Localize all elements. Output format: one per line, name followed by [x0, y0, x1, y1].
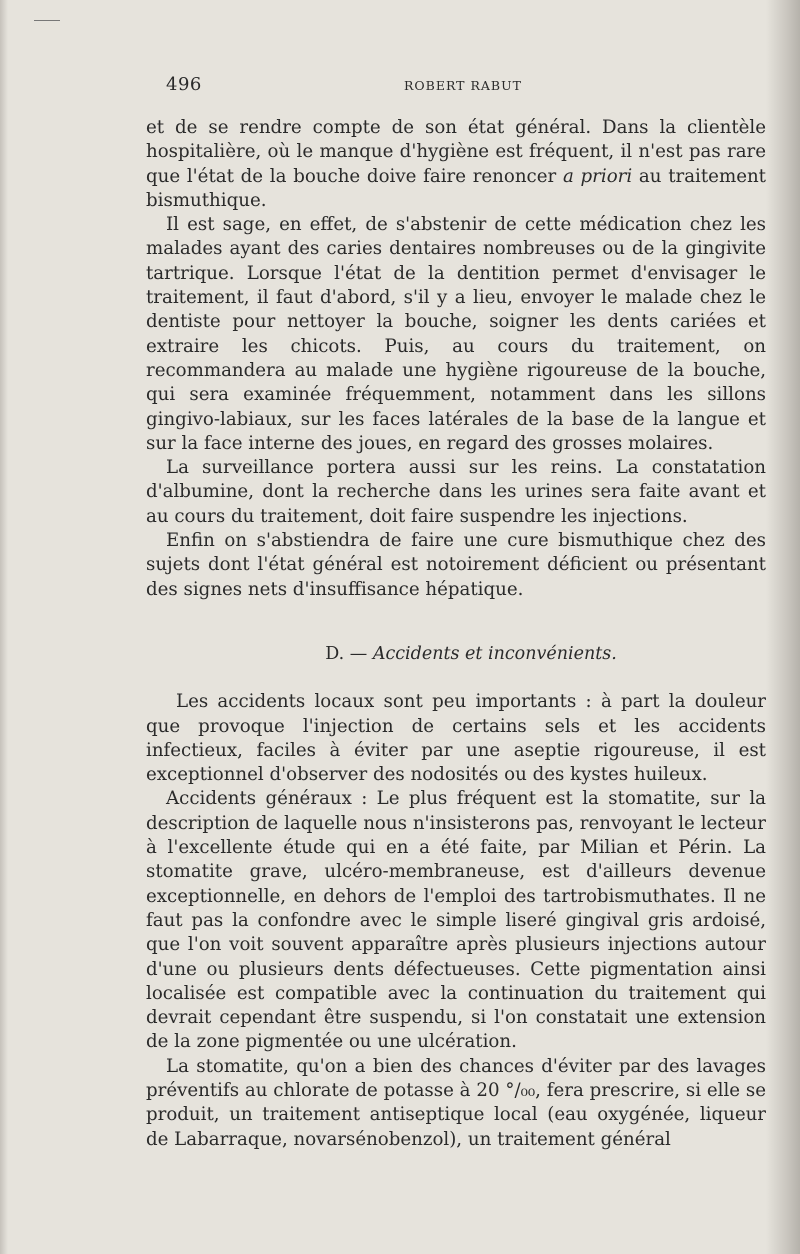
- paragraph-continuation: [146, 116, 766, 213]
- page-number: 496: [166, 74, 202, 95]
- paragraph: Il est sage, en effet, de s'abstenir de cette médication chez les malades ayant des caries dentaires nombreuses ou de la gingivite tartrique. Lorsque l'état de la dentition permet d'envisager le traitement, il faut d'abord, s'il y a lieu, envoyer le malade chez le dentiste pour nettoyer la bouche, soigner les dents cariées et extraire les chicots. Puis, au cours du traitement, on recommandera au malade une hygiène rigoureuse de la bouche, qui sera examinée fréquemment, notamment dans les sillons gingivo-labiaux, sur les faces latérales de la base de la langue et sur la face interne des joues, en regard des grosses molaires.: [146, 214, 766, 454]
- paragraph: La stomatite, qu'on a bien des chances d'éviter par des lavages préventifs au chlorate de potasse à 20 °/₀₀, fera prescrire, si elle se produit, un traitement antiseptique local (eau oxygénée, liqueur de Labarraque, novarsénobenzol), un traitement général: [146, 1055, 766, 1150]
- page-header: [166, 74, 766, 98]
- paragraph: Accidents généraux : Le plus fréquent est la stomatite, sur la description de laquelle nous n'insisterons pas, renvoyant le lecteur à l'excellente étude qui en a été faite, par Milian et Périn. La stomatite grave, ulcéro-membraneuse, est d'ailleurs devenue exceptionnelle, en dehors de l'emploi des tartrobismuthates. Il ne faut pas la confondre avec le simple liseré gingival gris ardoisé, que l'on voit souvent apparaître après plusieurs injections autour d'une ou plusieurs dents défectueuses. Cette pigmentation ainsi localisée est compatible avec la continuation du traitement qui devrait cependant être suspendu, si l'on constatait une extension de la zone pigmentée ou une ulcération.: [146, 788, 766, 1053]
- page-body: [146, 116, 766, 1152]
- scan-mark: [34, 20, 60, 21]
- section-title: Accidents et inconvénients.: [372, 643, 617, 664]
- section-letter: D. —: [325, 643, 368, 664]
- paragraph-text: au traitement bismuthique.: [146, 165, 766, 211]
- page-gutter-shadow: [766, 0, 800, 1254]
- page-left-shadow: [0, 0, 8, 1254]
- section-heading: [146, 642, 766, 666]
- running-head: ROBERT RABUT: [404, 78, 522, 93]
- paragraph-text: et de se rendre compte de son état général. Dans la clientèle hospitalière, où le manque d'hygiène est fréquent, il n'est pas rare que l'état de la bouche doive faire renoncer: [146, 117, 766, 187]
- paragraph: La surveillance portera aussi sur les reins. La constatation d'albumine, dont la recherche dans les urines sera faite avant et au cours du traitement, doit faire suspendre les injections.: [146, 457, 766, 527]
- paragraph: Les accidents locaux sont peu importants : à part la douleur que provoque l'injection de certains sels et les accidents infectieux, faciles à éviter par une aseptie rigoureuse, il est exceptionnel d'observer des nodosités ou des kystes huileux.: [146, 691, 766, 786]
- paragraph: Enfin on s'abstiendra de faire une cure bismuthique chez des sujets dont l'état général est notoirement déficient ou présentant des signes nets d'insuffisance hépatique.: [146, 530, 766, 600]
- italic-phrase: a priori: [562, 165, 633, 187]
